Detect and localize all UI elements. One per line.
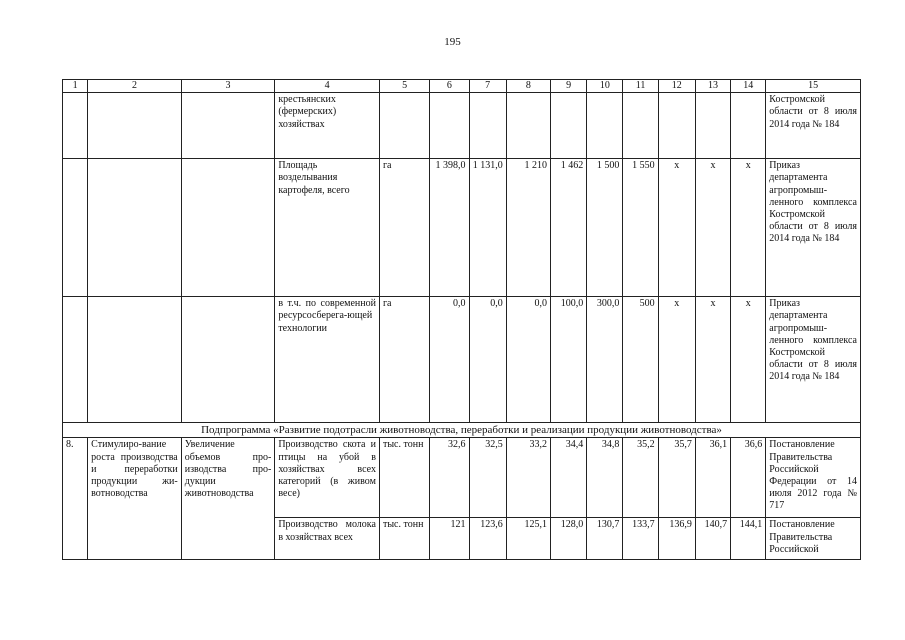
table-cell: [63, 93, 88, 159]
page-number: 195: [444, 36, 461, 48]
goal-cell: Увеличение объемов про-изводства про-дукции животноводства: [181, 438, 275, 560]
header-cell: 12: [658, 80, 695, 93]
value-cell: 35,7: [658, 438, 695, 518]
source-document-cell: Постановление Правительства Российской: [766, 518, 861, 560]
value-cell: 34,4: [550, 438, 586, 518]
value-cell: 140,7: [695, 518, 730, 560]
value-cell: 1 398,0: [430, 159, 469, 297]
value-cell: 136,9: [658, 518, 695, 560]
header-cell: 15: [766, 80, 861, 93]
value-cell: х: [731, 159, 766, 297]
source-document-cell: Приказ департамента агропромыш-ленного комплекса Костромской области от 8 июля 2014 года № 184: [766, 159, 861, 297]
data-table: [62, 79, 861, 560]
indicator-cell: Производство скота и птицы на убой в хозяйствах всех категорий (в живом весе): [275, 438, 380, 518]
header-cell: 9: [550, 80, 586, 93]
source-document-cell: Постановление Правительства Российской Федерации от 14 июля 2012 года № 717: [766, 438, 861, 518]
header-cell: 13: [695, 80, 730, 93]
source-document-cell: Приказ департамента агропромыш-ленного комплекса Костромской области от 8 июля 2014 года № 184: [766, 297, 861, 423]
value-cell: х: [658, 297, 695, 423]
value-cell: 0,0: [430, 297, 469, 423]
table-cell: [63, 297, 88, 423]
header-cell: 5: [379, 80, 429, 93]
value-cell: 125,1: [506, 518, 550, 560]
table-cell: [550, 93, 586, 159]
value-cell: х: [731, 297, 766, 423]
unit-cell: тыс. тонн: [379, 518, 429, 560]
table-cell: [506, 93, 550, 159]
header-cell: 3: [181, 80, 275, 93]
table-cell: [181, 93, 275, 159]
value-cell: 100,0: [550, 297, 586, 423]
source-document-cell: Костромской области от 8 июля 2014 года № 184: [766, 93, 861, 159]
header-row: [63, 80, 861, 93]
value-cell: 34,8: [587, 438, 623, 518]
value-cell: 500: [623, 297, 658, 423]
value-cell: 35,2: [623, 438, 658, 518]
value-cell: 36,6: [731, 438, 766, 518]
value-cell: 32,5: [469, 438, 506, 518]
table-cell: [587, 93, 623, 159]
subprogram-title: Подпрограмма «Развитие подотрасли животноводства, переработки и реализации продукции животноводства»: [63, 423, 861, 438]
value-cell: 1 550: [623, 159, 658, 297]
header-cell: 14: [731, 80, 766, 93]
header-cell: 10: [587, 80, 623, 93]
table-row: [63, 159, 861, 297]
value-cell: 1 500: [587, 159, 623, 297]
value-cell: 0,0: [469, 297, 506, 423]
value-cell: 130,7: [587, 518, 623, 560]
unit-cell: га: [379, 297, 429, 423]
table-cell: [469, 93, 506, 159]
header-cell: 1: [63, 80, 88, 93]
value-cell: 133,7: [623, 518, 658, 560]
value-cell: х: [658, 159, 695, 297]
header-cell: 4: [275, 80, 380, 93]
value-cell: 1 462: [550, 159, 586, 297]
subprogram-row: [63, 423, 861, 438]
header-cell: 11: [623, 80, 658, 93]
header-cell: 7: [469, 80, 506, 93]
table-cell: [695, 93, 730, 159]
unit-cell: тыс. тонн: [379, 438, 429, 518]
value-cell: 36,1: [695, 438, 730, 518]
header-cell: 6: [430, 80, 469, 93]
header-cell: 8: [506, 80, 550, 93]
table-row: [63, 297, 861, 423]
value-cell: 1 131,0: [469, 159, 506, 297]
indicator-cell: в т.ч. по современной ресурсосберега-ющей технологии: [275, 297, 380, 423]
value-cell: 1 210: [506, 159, 550, 297]
value-cell: х: [695, 297, 730, 423]
table-cell: [181, 159, 275, 297]
table-cell: [181, 297, 275, 423]
value-cell: 33,2: [506, 438, 550, 518]
table-cell: [88, 159, 182, 297]
table-cell: [379, 93, 429, 159]
table-cell: [623, 93, 658, 159]
table-cell: [731, 93, 766, 159]
table-cell: [88, 93, 182, 159]
value-cell: 300,0: [587, 297, 623, 423]
table-cell: [63, 159, 88, 297]
indicator-cell: Площадь возделывания картофеля, всего: [275, 159, 380, 297]
unit-cell: га: [379, 159, 429, 297]
value-cell: 121: [430, 518, 469, 560]
table-row: [63, 93, 861, 159]
value-cell: х: [695, 159, 730, 297]
value-cell: 144,1: [731, 518, 766, 560]
header-cell: 2: [88, 80, 182, 93]
indicator-cell: Производство молока в хозяйствах всех: [275, 518, 380, 560]
indicator-cell: крестьянских (фермерских) хозяйствах: [275, 93, 380, 159]
value-cell: 123,6: [469, 518, 506, 560]
measure-cell: Стимулиро-вание роста производства и переработки продукции жи-вотноводства: [88, 438, 182, 560]
row-number: 8.: [63, 438, 88, 560]
table-cell: [658, 93, 695, 159]
table-cell: [430, 93, 469, 159]
value-cell: 128,0: [550, 518, 586, 560]
value-cell: 0,0: [506, 297, 550, 423]
table-row: [63, 438, 861, 518]
table-cell: [88, 297, 182, 423]
value-cell: 32,6: [430, 438, 469, 518]
